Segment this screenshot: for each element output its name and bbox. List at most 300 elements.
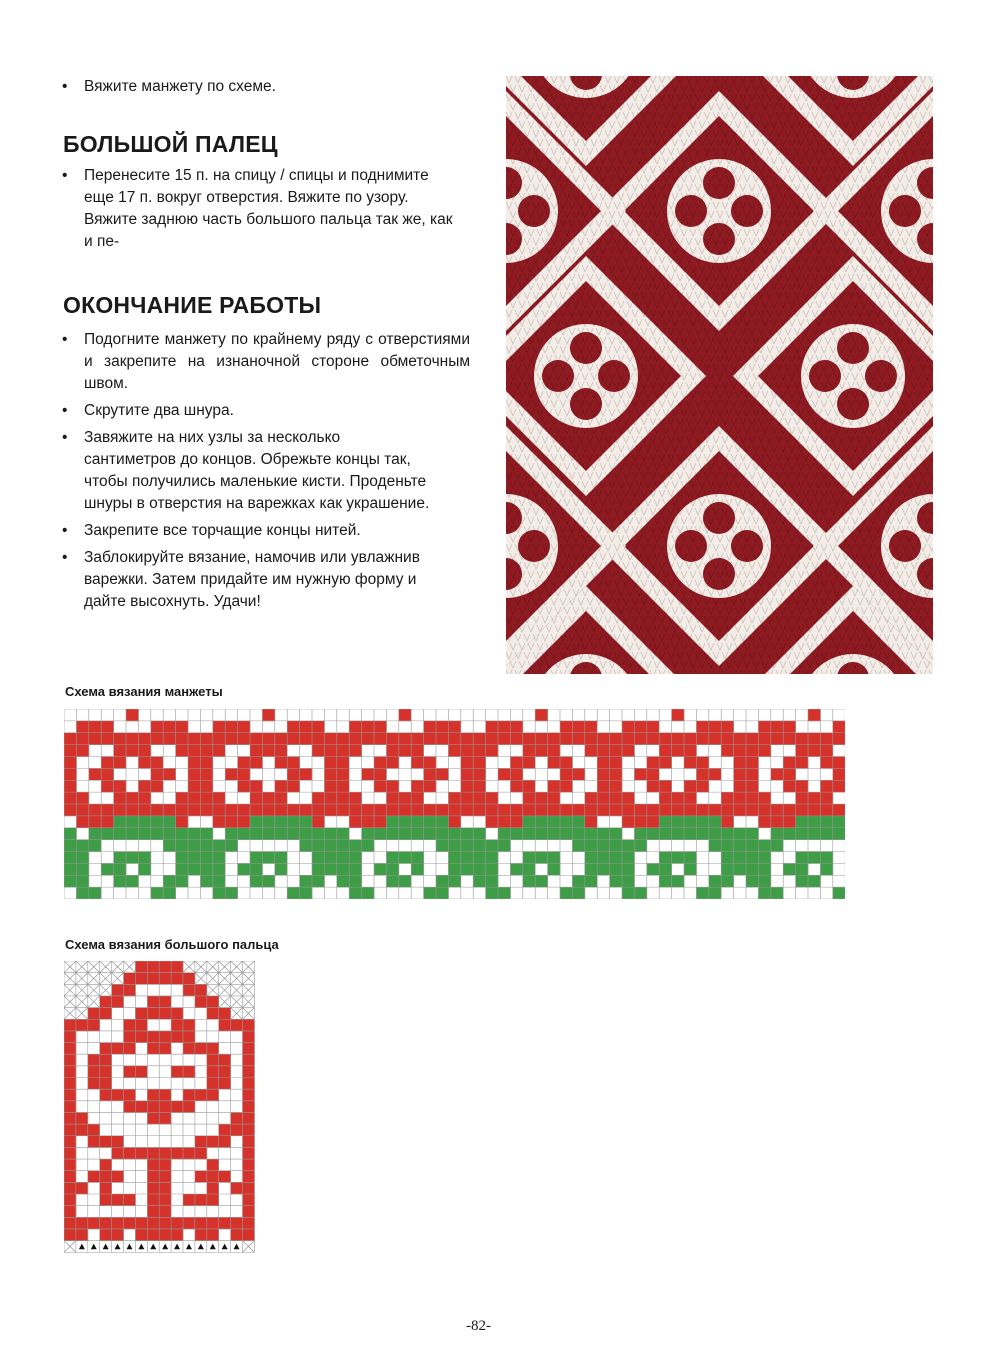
chart-cell xyxy=(188,768,201,780)
chart-cell xyxy=(585,745,598,757)
chart-cell xyxy=(101,721,114,733)
chart-cell xyxy=(783,828,796,840)
chart-cell xyxy=(362,733,375,745)
chart-cell xyxy=(771,816,784,828)
chart-cell xyxy=(213,816,226,828)
chart-cell xyxy=(243,1019,255,1031)
chart-cell xyxy=(219,1078,231,1090)
chart-cell xyxy=(183,1089,195,1101)
chart-cell xyxy=(808,875,821,887)
chart-cell xyxy=(324,804,337,816)
chart-cell xyxy=(771,768,784,780)
chart-cell xyxy=(188,733,201,745)
chart-cell xyxy=(324,733,337,745)
thumb-chart-grid xyxy=(64,961,256,1253)
chart-cell xyxy=(262,816,275,828)
chart-cell xyxy=(486,721,499,733)
chart-cell xyxy=(585,852,598,864)
chart-cell xyxy=(486,875,499,887)
chart-cell xyxy=(159,996,171,1008)
chart-cell xyxy=(820,757,833,769)
chart-cell xyxy=(399,804,412,816)
chart-cell xyxy=(300,875,313,887)
chart-cell xyxy=(473,828,486,840)
chart-cell xyxy=(300,804,313,816)
chart-cell xyxy=(498,816,511,828)
chart-cell xyxy=(448,721,461,733)
chart-cell xyxy=(721,816,734,828)
chart-cell xyxy=(147,1217,159,1229)
chart-cell xyxy=(411,828,424,840)
chart-cell xyxy=(448,733,461,745)
chart-cell xyxy=(820,816,833,828)
chart-cell xyxy=(243,1229,255,1241)
chart-cell xyxy=(510,804,523,816)
chart-cell xyxy=(796,745,809,757)
chart-cell xyxy=(100,1217,112,1229)
chart-cell xyxy=(219,1008,231,1020)
chart-cell xyxy=(135,1066,147,1078)
chart-cell xyxy=(622,816,635,828)
chart-cell xyxy=(64,1112,76,1124)
motif-petal xyxy=(570,388,602,420)
chart-cell xyxy=(746,863,759,875)
chart-cell xyxy=(188,745,201,757)
chart-cell xyxy=(112,1043,124,1055)
finish-section-title: ОКОНЧАНИЕ РАБОТЫ xyxy=(63,292,322,318)
chart-cell xyxy=(796,863,809,875)
chart-cell xyxy=(101,768,114,780)
chart-cell xyxy=(424,804,437,816)
chart-cell xyxy=(243,1124,255,1136)
chart-cell xyxy=(100,1054,112,1066)
chart-cell xyxy=(126,792,139,804)
chart-cell xyxy=(287,733,300,745)
chart-cell xyxy=(523,852,536,864)
chart-cell xyxy=(808,816,821,828)
chart-cell xyxy=(159,1101,171,1113)
chart-cell xyxy=(684,828,697,840)
chart-cell xyxy=(225,828,238,840)
chart-cell xyxy=(659,875,672,887)
chart-cell xyxy=(548,852,561,864)
chart-cell xyxy=(176,828,189,840)
chart-cell xyxy=(696,828,709,840)
chart-cell xyxy=(672,804,685,816)
chart-cell xyxy=(634,828,647,840)
chart-cell xyxy=(200,852,213,864)
chart-cell xyxy=(176,745,189,757)
chart-cell xyxy=(448,816,461,828)
chart-cell xyxy=(200,757,213,769)
chart-cell xyxy=(163,816,176,828)
chart-cell xyxy=(672,828,685,840)
chart-cell xyxy=(147,973,159,985)
chart-cell xyxy=(610,745,623,757)
chart-cell xyxy=(659,733,672,745)
chart-cell xyxy=(448,863,461,875)
chart-cell xyxy=(647,721,660,733)
chart-cell xyxy=(163,804,176,816)
chart-cell xyxy=(535,792,548,804)
chart-cell xyxy=(436,828,449,840)
chart-cell xyxy=(684,780,697,792)
chart-cell xyxy=(498,721,511,733)
chart-cell xyxy=(448,745,461,757)
chart-cell xyxy=(114,828,127,840)
chart-cell xyxy=(510,721,523,733)
chart-cell xyxy=(176,863,189,875)
chart-cell xyxy=(734,733,747,745)
chart-cell xyxy=(374,863,387,875)
chart-cell xyxy=(771,721,784,733)
chart-cell xyxy=(362,887,375,899)
chart-cell xyxy=(362,768,375,780)
chart-cell xyxy=(76,1112,88,1124)
chart-cell xyxy=(207,1136,219,1148)
chart-cell xyxy=(597,840,610,852)
chart-cell xyxy=(597,863,610,875)
chart-cell xyxy=(597,792,610,804)
chart-cell xyxy=(585,804,598,816)
chart-cell xyxy=(151,816,164,828)
chart-cell xyxy=(535,709,548,721)
chart-cell xyxy=(147,1008,159,1020)
chart-cell xyxy=(124,1101,136,1113)
chart-cell xyxy=(399,852,412,864)
chart-cell xyxy=(312,721,325,733)
chart-cell xyxy=(771,828,784,840)
chart-cell xyxy=(461,780,474,792)
chart-cell xyxy=(399,875,412,887)
chart-cell xyxy=(535,804,548,816)
chart-cell xyxy=(213,721,226,733)
chart-cell xyxy=(101,780,114,792)
chart-cell xyxy=(349,804,362,816)
chart-cell xyxy=(312,733,325,745)
chart-cell xyxy=(374,828,387,840)
chart-cell xyxy=(374,757,387,769)
chart-cell xyxy=(300,887,313,899)
chart-cell xyxy=(126,709,139,721)
chart-cell xyxy=(147,1159,159,1171)
chart-cell xyxy=(100,1043,112,1055)
chart-cell xyxy=(225,721,238,733)
chart-cell xyxy=(112,1229,124,1241)
chart-cell xyxy=(138,816,151,828)
intro-item: • Вяжите манжету по схеме. xyxy=(62,76,472,98)
chart-cell xyxy=(610,863,623,875)
chart-cell xyxy=(112,996,124,1008)
chart-cell xyxy=(796,816,809,828)
chart-cell xyxy=(734,757,747,769)
chart-cell xyxy=(535,733,548,745)
chart-cell xyxy=(88,1054,100,1066)
chart-cell xyxy=(138,780,151,792)
chart-cell xyxy=(183,973,195,985)
chart-cell xyxy=(510,780,523,792)
chart-cell xyxy=(473,875,486,887)
chart-cell xyxy=(207,1043,219,1055)
chart-cell xyxy=(324,745,337,757)
chart-cell xyxy=(200,875,213,887)
chart-cell xyxy=(486,792,499,804)
chart-cell xyxy=(647,804,660,816)
chart-cell xyxy=(312,840,325,852)
chart-cell xyxy=(159,1182,171,1194)
chart-cell xyxy=(64,733,77,745)
chart-cell xyxy=(76,721,89,733)
chart-cell xyxy=(135,973,147,985)
chart-cell xyxy=(349,863,362,875)
chart-cell xyxy=(386,863,399,875)
chart-cell xyxy=(597,768,610,780)
chart-cell xyxy=(486,852,499,864)
chart-cell xyxy=(585,733,598,745)
chart-cell xyxy=(89,721,102,733)
chart-cell xyxy=(262,828,275,840)
chart-cell xyxy=(312,792,325,804)
finish-item: • Скрутите два шнура. xyxy=(62,400,470,422)
chart-cell xyxy=(219,1019,231,1031)
chart-cell xyxy=(262,709,275,721)
chart-cell xyxy=(721,875,734,887)
chart-cell xyxy=(262,745,275,757)
chart-cell xyxy=(100,1078,112,1090)
chart-cell xyxy=(312,816,325,828)
chart-cell xyxy=(231,1229,243,1241)
chart-cell xyxy=(734,780,747,792)
chart-cell xyxy=(159,1089,171,1101)
chart-cell xyxy=(548,828,561,840)
chart-cell xyxy=(112,1089,124,1101)
finish-item: • Закрепите все торчащие концы нитей. xyxy=(62,520,470,542)
chart-cell xyxy=(746,768,759,780)
chart-cell xyxy=(610,792,623,804)
chart-cell xyxy=(647,768,660,780)
chart-cell xyxy=(188,863,201,875)
chart-cell xyxy=(473,852,486,864)
chart-cell xyxy=(238,757,251,769)
chart-cell xyxy=(312,745,325,757)
chart-cell xyxy=(324,863,337,875)
chart-cell xyxy=(213,792,226,804)
chart-cell xyxy=(243,1112,255,1124)
chart-cell xyxy=(473,840,486,852)
chart-cell xyxy=(411,863,424,875)
chart-cell xyxy=(399,709,412,721)
chart-cell xyxy=(114,816,127,828)
chart-cell xyxy=(349,733,362,745)
chart-cell xyxy=(523,733,536,745)
chart-cell xyxy=(171,1101,183,1113)
chart-cell xyxy=(771,733,784,745)
chart-cell xyxy=(147,1171,159,1183)
chart-cell xyxy=(349,721,362,733)
chart-cell xyxy=(461,828,474,840)
chart-cell xyxy=(200,863,213,875)
chart-cell xyxy=(510,757,523,769)
chart-cell xyxy=(597,757,610,769)
chart-cell xyxy=(808,745,821,757)
chart-cell xyxy=(622,804,635,816)
chart-cell xyxy=(64,792,77,804)
chart-cell xyxy=(159,1031,171,1043)
chart-cell xyxy=(399,745,412,757)
chart-cell xyxy=(659,780,672,792)
chart-cell xyxy=(300,840,313,852)
chart-cell xyxy=(486,804,499,816)
chart-cell xyxy=(213,852,226,864)
chart-cell xyxy=(207,1217,219,1229)
chart-cell xyxy=(64,875,77,887)
chart-cell xyxy=(89,828,102,840)
chart-cell xyxy=(734,792,747,804)
chart-cell xyxy=(275,733,288,745)
chart-cell xyxy=(89,768,102,780)
chart-cell xyxy=(163,768,176,780)
chart-cell xyxy=(473,745,486,757)
chart-cell xyxy=(820,852,833,864)
chart-cell xyxy=(88,1136,100,1148)
chart-cell xyxy=(473,792,486,804)
chart-cell xyxy=(207,1008,219,1020)
chart-cell xyxy=(64,804,77,816)
chart-cell xyxy=(486,863,499,875)
chart-cell xyxy=(808,792,821,804)
chart-cell xyxy=(535,816,548,828)
chart-cell xyxy=(572,768,585,780)
chart-cell xyxy=(114,875,127,887)
chart-cell xyxy=(238,780,251,792)
chart-cell xyxy=(498,804,511,816)
chart-cell xyxy=(300,828,313,840)
chart-cell xyxy=(64,1101,76,1113)
chart-cell xyxy=(275,780,288,792)
chart-cell xyxy=(349,887,362,899)
chart-cell xyxy=(572,887,585,899)
chart-cell xyxy=(147,1147,159,1159)
chart-cell xyxy=(243,1089,255,1101)
chart-cell xyxy=(771,840,784,852)
chart-cell xyxy=(324,792,337,804)
chart-cell xyxy=(523,780,536,792)
chart-cell xyxy=(138,757,151,769)
chart-cell xyxy=(219,1066,231,1078)
chart-cell xyxy=(312,828,325,840)
chart-cell xyxy=(337,804,350,816)
chart-cell xyxy=(287,768,300,780)
chart-cell xyxy=(250,792,263,804)
chart-cell xyxy=(138,733,151,745)
chart-cell xyxy=(833,733,845,745)
chart-cell xyxy=(498,733,511,745)
chart-cell xyxy=(548,804,561,816)
chart-cell xyxy=(126,745,139,757)
chart-cell xyxy=(200,840,213,852)
chart-cell xyxy=(135,1019,147,1031)
chart-cell xyxy=(147,1112,159,1124)
chart-cell xyxy=(101,733,114,745)
chart-cell xyxy=(758,816,771,828)
finish-item: • Подогните манжету по крайнему ряду с отверстиями и закрепите на изнаночной стороне обметочным швом. xyxy=(62,329,470,395)
chart-cell xyxy=(135,961,147,973)
chart-cell xyxy=(659,828,672,840)
chart-cell xyxy=(183,1043,195,1055)
chart-cell xyxy=(461,804,474,816)
chart-cell xyxy=(585,840,598,852)
chart-cell xyxy=(709,721,722,733)
chart-cell xyxy=(448,828,461,840)
chart-cell xyxy=(200,745,213,757)
chart-cell xyxy=(262,875,275,887)
chart-cell xyxy=(473,768,486,780)
chart-cell xyxy=(312,875,325,887)
chart-cell xyxy=(324,757,337,769)
chart-cell xyxy=(796,792,809,804)
chart-cell xyxy=(207,1078,219,1090)
chart-cell xyxy=(100,1008,112,1020)
chart-cell xyxy=(585,792,598,804)
chart-cell xyxy=(163,721,176,733)
chart-cell xyxy=(76,1124,88,1136)
chart-cell xyxy=(424,721,437,733)
chart-cell xyxy=(243,1031,255,1043)
chart-cell xyxy=(510,768,523,780)
chart-cell xyxy=(231,1217,243,1229)
chart-cell xyxy=(100,1182,112,1194)
chart-cell xyxy=(659,863,672,875)
chart-cell xyxy=(101,816,114,828)
chart-cell xyxy=(820,863,833,875)
chart-cell xyxy=(386,852,399,864)
chart-cell xyxy=(349,745,362,757)
chart-cell xyxy=(597,828,610,840)
finish-item: • Завяжите на них узлы за несколько сантиметров до концов. Обрежьте концы так, чтобы получились маленькие кисти. Проденьте шнуры в отверстия на варежках как украшение. xyxy=(62,427,434,515)
chart-cell xyxy=(64,1019,76,1031)
chart-cell xyxy=(337,745,350,757)
chart-cell xyxy=(672,875,685,887)
chart-cell xyxy=(250,875,263,887)
chart-cell xyxy=(523,745,536,757)
chart-cell xyxy=(647,863,660,875)
chart-cell xyxy=(324,840,337,852)
chart-cell xyxy=(88,1078,100,1090)
chart-cell xyxy=(758,804,771,816)
thumb-item: • Перенесите 15 п. на спицу / спицы и поднимите еще 17 п. вокруг отверстия. Вяжите по узору. Вяжите заднюю часть большого пальца так же, как и пе- xyxy=(62,165,457,253)
chart-cell xyxy=(188,852,201,864)
chart-cell xyxy=(436,733,449,745)
chart-cell xyxy=(820,792,833,804)
chart-cell xyxy=(64,1194,76,1206)
chart-cell xyxy=(64,745,77,757)
chart-cell xyxy=(76,852,89,864)
chart-cell xyxy=(312,852,325,864)
chart-cell xyxy=(88,1019,100,1031)
chart-cell xyxy=(76,816,89,828)
intro-list xyxy=(62,76,472,98)
chart-cell xyxy=(124,1066,136,1078)
chart-cell xyxy=(171,973,183,985)
chart-cell xyxy=(585,816,598,828)
chart-cell xyxy=(473,780,486,792)
chart-cell xyxy=(138,745,151,757)
chart-cell xyxy=(159,1217,171,1229)
chart-cell xyxy=(498,887,511,899)
chart-cell xyxy=(163,840,176,852)
chart-cell xyxy=(195,1194,207,1206)
chart-cell xyxy=(833,780,845,792)
